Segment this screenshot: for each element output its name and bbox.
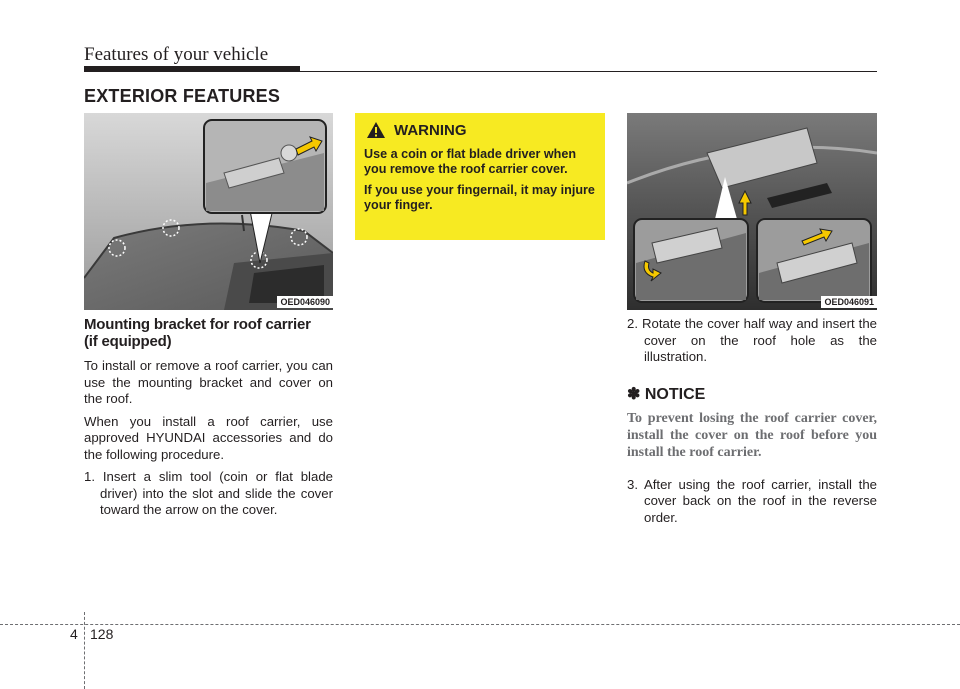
- step-2: 2. Rotate the cover half way and insert the cover on the roof hole as the illustration.: [627, 316, 877, 364]
- warning-text-1: Use a coin or flat blade driver when you remove the roof carrier cover.: [364, 147, 577, 176]
- step-1: 1. Insert a slim tool (coin or flat blade driver) into the slot and slide the cover toward the arrow on the cover.: [84, 469, 333, 517]
- header-bar: [84, 66, 300, 72]
- column-1: [84, 316, 333, 519]
- warning-box: [355, 113, 605, 240]
- notice-text: To prevent losing the roof carrier cover, install the cover on the roof before you install the roof carrier.: [627, 410, 877, 460]
- figure-code: OED046090: [277, 296, 333, 308]
- header-line: [300, 71, 877, 72]
- section-title: EXTERIOR FEATURES: [84, 86, 281, 106]
- figure-code: OED046091: [821, 296, 877, 308]
- paragraph-1: To install or remove a roof carrier, you can use the mounting bracket and cover on the roof.: [84, 358, 333, 406]
- cover-rotation-illustration: [627, 113, 877, 310]
- warning-header: [364, 121, 596, 139]
- warning-text-2: If you use your fingernail, it may injure your finger.: [364, 183, 595, 212]
- page-number: 128: [90, 626, 114, 642]
- warning-triangle-icon: [366, 121, 386, 139]
- chapter-number: 4: [70, 626, 78, 642]
- figure-cover-rotation: [627, 113, 877, 310]
- paragraph-2: When you install a roof carrier, use approved HYUNDAI accessories and do the following procedure.: [84, 413, 333, 462]
- subheading-line-2: (if equipped): [84, 333, 172, 350]
- warning-title: WARNING: [394, 121, 467, 139]
- roof-bracket-illustration: [84, 113, 333, 310]
- column-3: [627, 316, 877, 526]
- figure-roof-brackets: [84, 113, 333, 310]
- notice-title: ✽ NOTICE: [627, 385, 706, 403]
- subheading: [84, 316, 333, 350]
- footer-divider: [0, 624, 960, 625]
- subheading-line-1: Mounting bracket for roof carrier: [84, 316, 311, 333]
- header-title: Features of your vehicle: [84, 44, 269, 65]
- step-3: 3. After using the roof carrier, install the cover back on the roof in the reverse order.: [627, 476, 877, 525]
- footer-vertical-divider: [84, 612, 85, 689]
